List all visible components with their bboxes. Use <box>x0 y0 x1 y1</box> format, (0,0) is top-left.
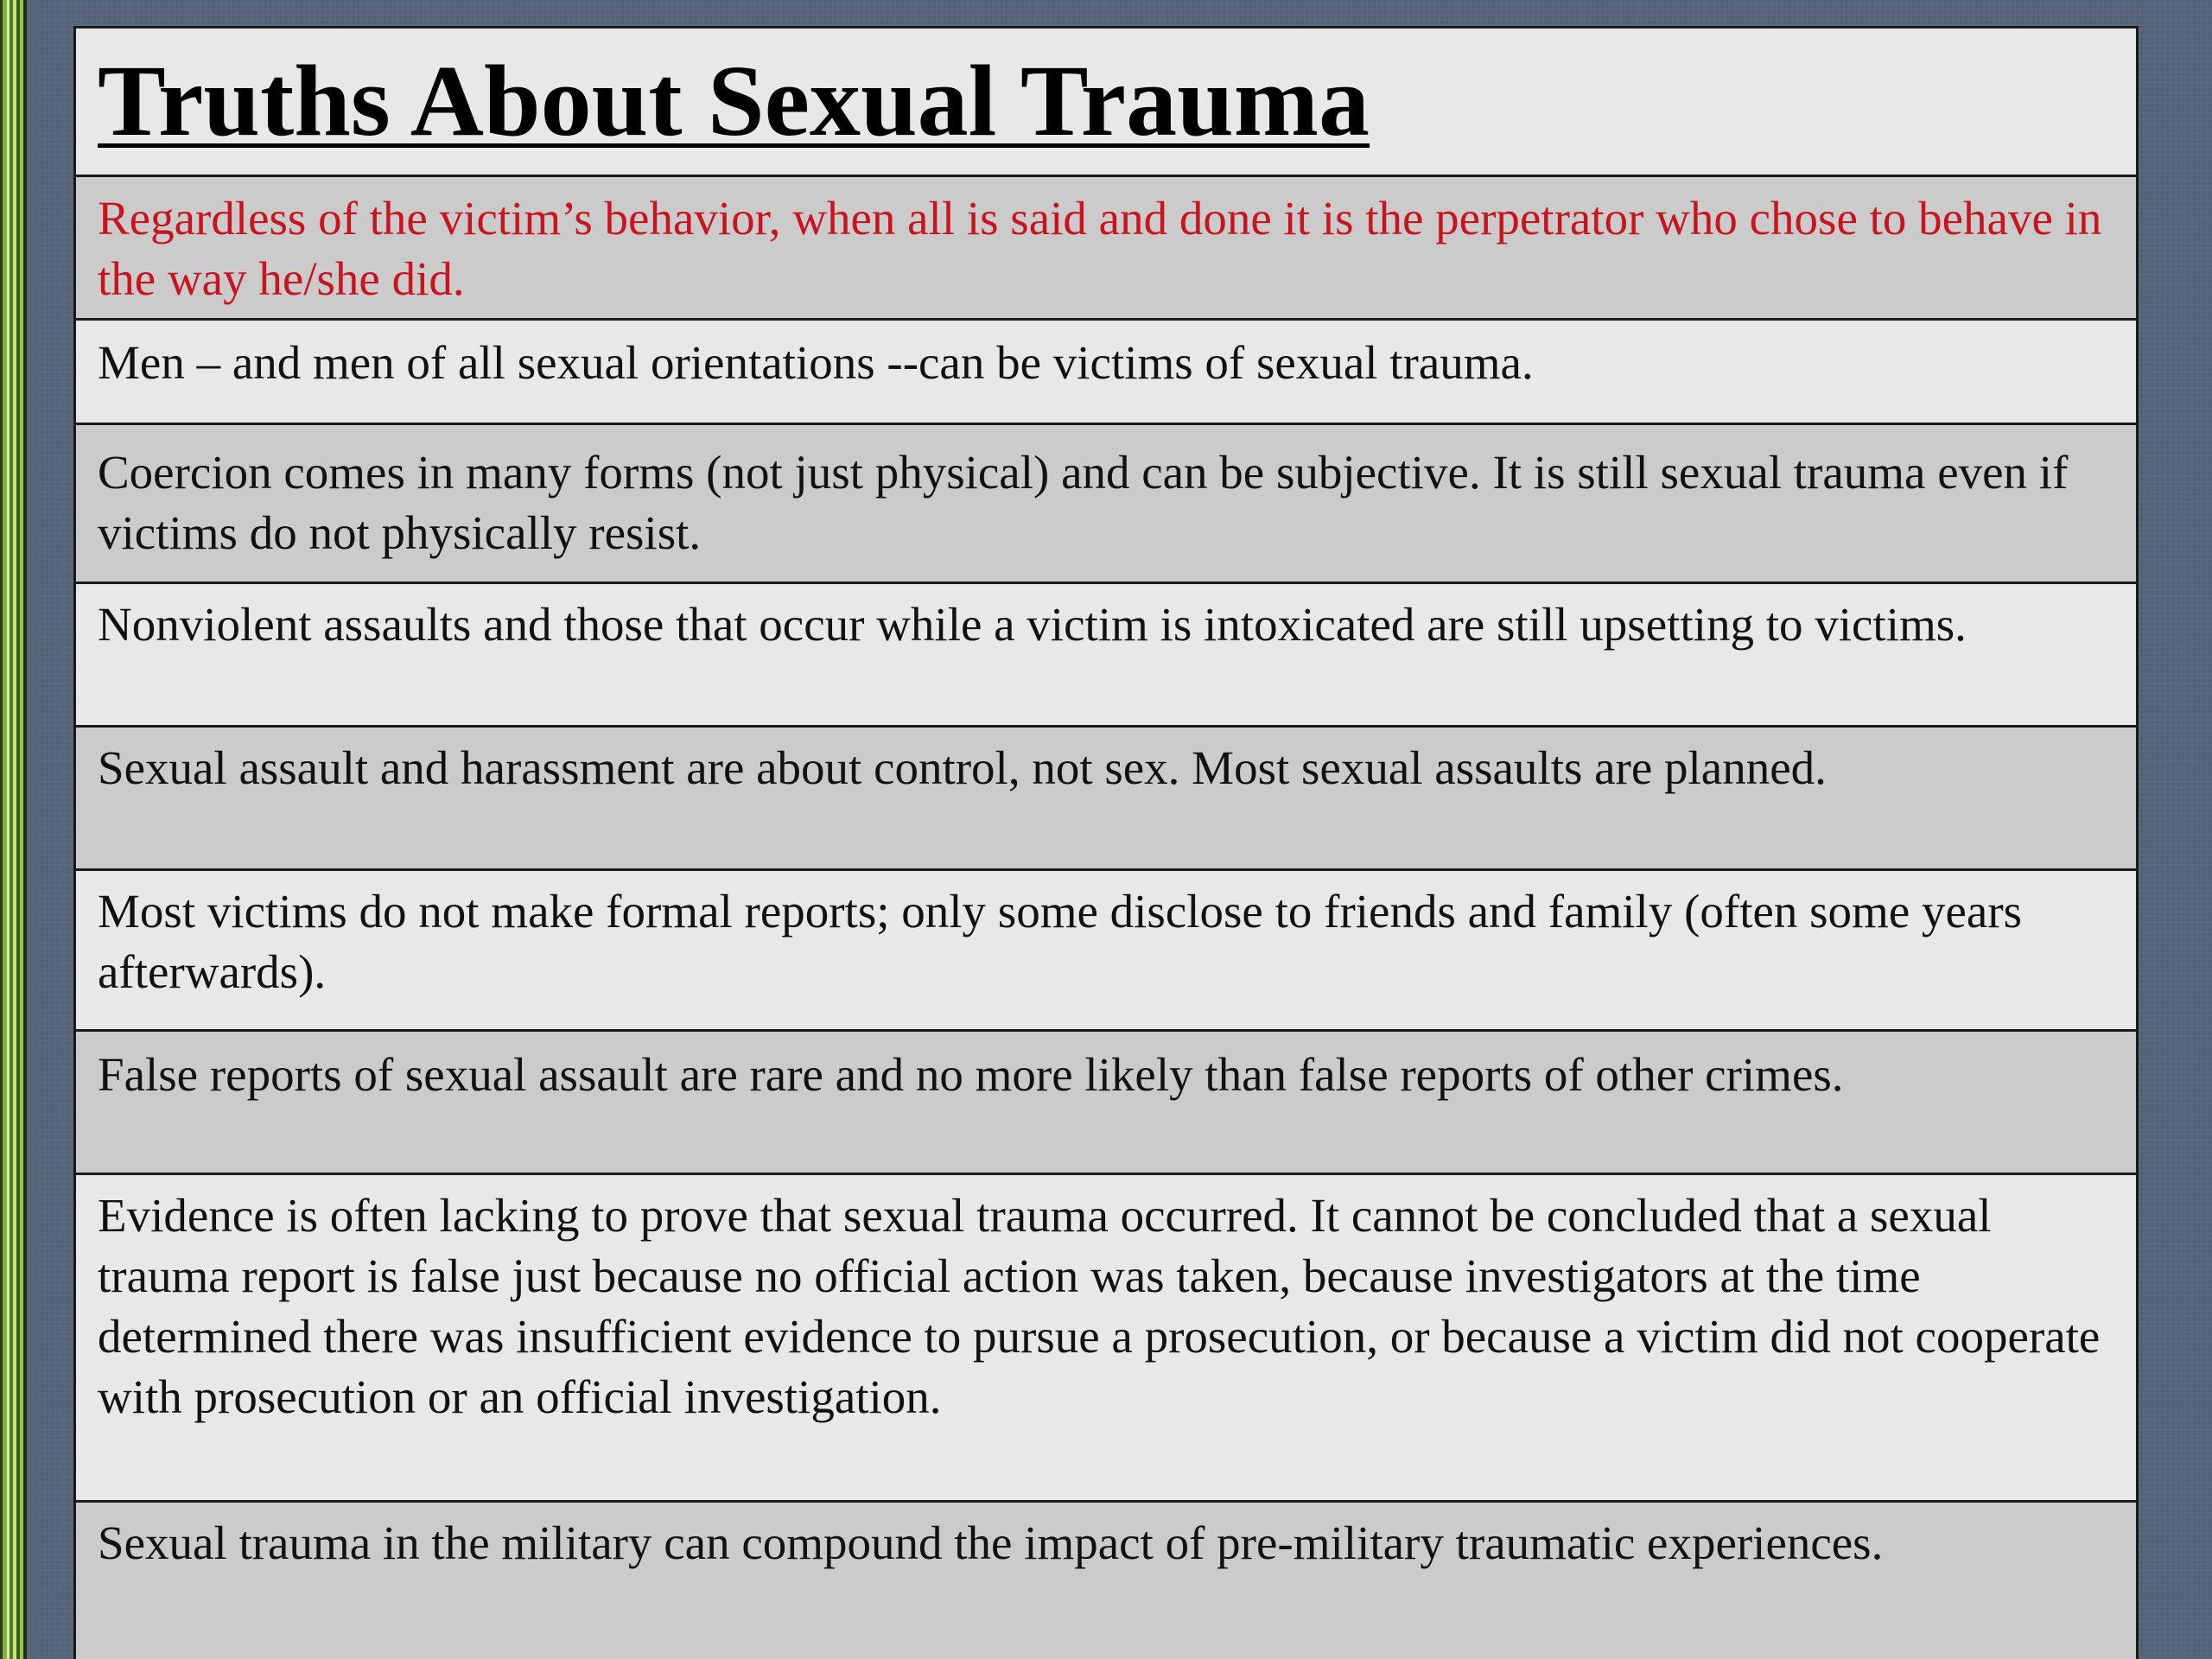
table-row <box>76 1029 2136 1173</box>
title-row <box>76 29 2136 175</box>
table-row <box>76 175 2136 318</box>
row-text: Evidence is often lacking to prove that sexual trauma occurred. It cannot be concluded that a sexual trauma report is false just because no official action was taken, because investigators at the time determined there was insufficient evidence to pursue a prosecution, or because a victim did not cooperate with prosecution or an official investigation. <box>98 1189 2101 1423</box>
row-text: Coercion comes in many forms (not just physical) and can be subjective. It is still sexual trauma even if victims do not physically resist. <box>98 446 2069 559</box>
row-text: Men – and men of all sexual orientations --can be victims of sexual trauma. <box>98 336 1534 389</box>
row-text: Regardless of the victim’s behavior, when all is said and done it is the perpetrator who chose to behave in the way he/she did. <box>98 192 2102 305</box>
row-text: Most victims do not make formal reports; only some disclose to friends and family (often some years afterwards). <box>98 885 2023 998</box>
row-text: Nonviolent assaults and those that occur while a victim is intoxicated are still upsetting to victims. <box>98 598 1967 651</box>
table-row <box>76 318 2136 423</box>
row-text: Sexual trauma in the military can compound the impact of pre-military traumatic experiences. <box>98 1516 1884 1569</box>
row-text: False reports of sexual assault are rare and no more likely than false reports of other crimes. <box>98 1048 1844 1101</box>
table-row <box>76 1173 2136 1500</box>
table-row <box>76 1500 2136 1659</box>
row-text: Sexual assault and harassment are about control, not sex. Most sexual assaults are planned. <box>98 741 1827 794</box>
page-title: Truths About Sexual Trauma <box>98 44 1370 157</box>
table-row <box>76 868 2136 1029</box>
table-row <box>76 582 2136 725</box>
table-row <box>76 423 2136 582</box>
table-row <box>76 725 2136 868</box>
truths-table <box>73 26 2139 1659</box>
decorative-side-stripes <box>0 0 38 1659</box>
